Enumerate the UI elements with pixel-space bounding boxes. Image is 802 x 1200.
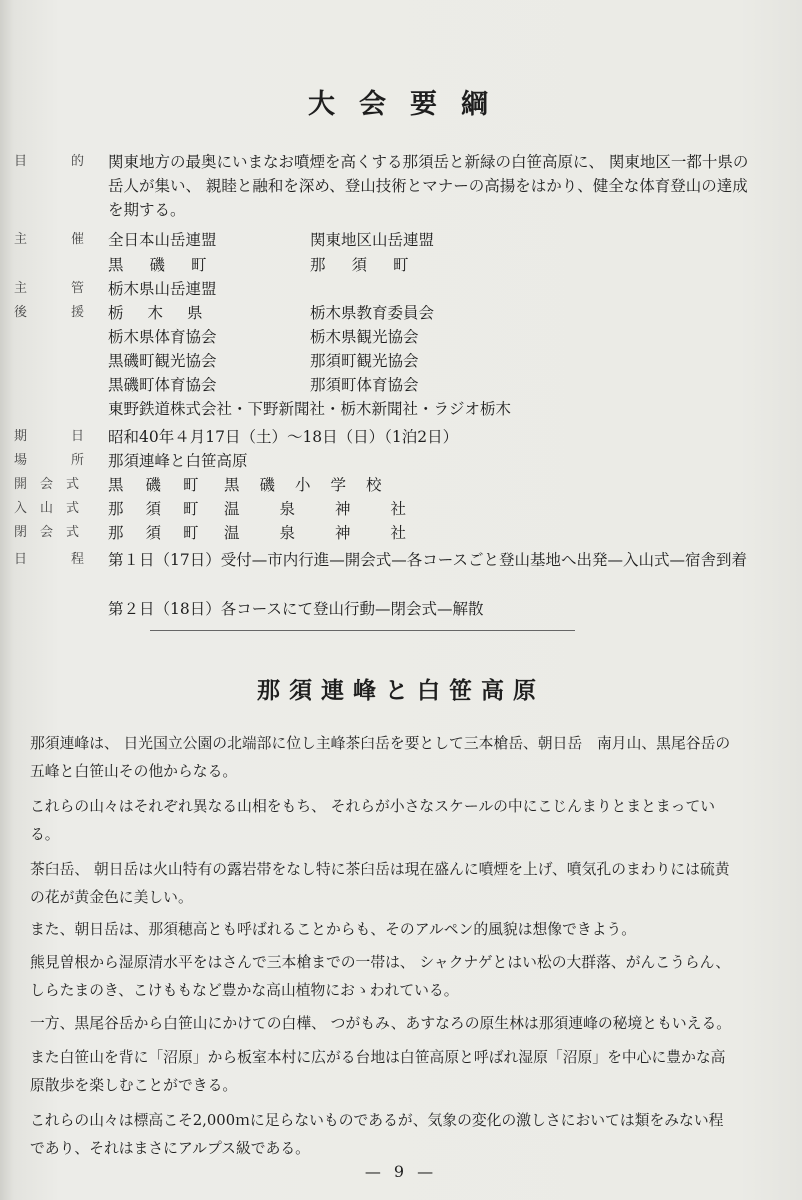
purpose-label: [14, 150, 129, 174]
closing-town: 那須町: [108, 524, 221, 542]
supporter-3: 栃木県体育協会: [108, 328, 217, 346]
place-value: 那須連峰と白笹高原: [108, 452, 248, 470]
date-value: 昭和40年４月17日（土）～18日（日）（1泊2日）: [108, 428, 459, 446]
closing-venue: 温泉神社: [224, 524, 447, 542]
label-text: 目的: [14, 154, 129, 169]
host-4: 那須町: [310, 256, 435, 274]
label-text: 主管: [14, 281, 129, 296]
paragraph: 熊見曽根から湿原清水平をはさんで三本槍までの一帯は、 シャクナゲとはい松の大群落、がんこうらん、しらたまのき、こけももなど豊かな高山植物におゝわれている。: [30, 953, 731, 1000]
support-media: 東野鉄道株式会社・下野新聞社・栃木新聞社・ラジオ栃木: [108, 400, 512, 418]
host-1: 全日本山岳連盟: [108, 231, 217, 249]
label-text: 後援: [14, 305, 129, 320]
place-label: [14, 449, 129, 473]
date-label: [14, 425, 129, 449]
paragraph: また、朝日岳は、那須穂高とも呼ばれることからも、そのアルペン的風貌は想像できよう。: [30, 921, 637, 939]
paragraph: 茶臼岳、 朝日岳は火山特有の露岩帯をなし特に茶臼岳は現在盛んに噴煙を上げ、噴気孔のまわりには硫黄の花が黄金色に美しい。: [30, 860, 730, 907]
section-title: 那須連峰と白笹高原: [257, 677, 545, 704]
organizer-value: 栃木県山岳連盟: [108, 280, 217, 298]
paragraph: また白笹山を背に「沼原」から板室本村に広がる台地は白笹高原と呼ばれ湿原「沼原」を中心に豊かな高原散歩を楽しむことができる。: [30, 1049, 726, 1095]
host-3: 黒磯町: [108, 256, 233, 274]
supporter-6: 那須町観光協会: [310, 352, 419, 370]
label-text: 期日: [14, 429, 129, 444]
section-body: [30, 730, 735, 1164]
supporter-5: 黒磯町観光協会: [108, 352, 217, 370]
supporter-4: 栃木県観光協会: [310, 328, 419, 346]
label-text: 入山式: [14, 501, 93, 516]
label-text: 主催: [14, 232, 129, 247]
host-label: [14, 228, 129, 252]
label-text: 開会式: [14, 477, 93, 492]
support-label: [14, 301, 129, 325]
entry-town: 那須町: [108, 500, 221, 518]
paragraph: これらの山々は標高こそ2,000ｍに足らないものであるが、気象の変化の激しさにおいては類をみない程であり、それはまさにアルプス級である。: [30, 1111, 724, 1158]
label-text: 閉会式: [14, 525, 93, 540]
supporter-2: 栃木県教育委員会: [310, 304, 435, 322]
section-divider: [150, 630, 575, 631]
entry-venue: 温泉神社: [224, 500, 447, 518]
paragraph: 那須連峰は、 日光国立公園の北端部に位し主峰茶臼岳を要として三本槍岳、朝日岳 南月山、黒尾谷岳の五峰と白笹山その他からなる。: [30, 735, 731, 781]
opening-label: [14, 473, 93, 497]
host-2: 関東地区山岳連盟: [310, 231, 435, 249]
closing-label: [14, 521, 93, 545]
purpose-text: 関東地方の最奥にいまなお噴煙を高くする那須岳と新緑の白笹高原に、 関東地区一都十県の岳人が集い、 親睦と融和を深め、登山技術とマナーの高揚をはかり、健全な体育登山の達成を期する。: [108, 153, 749, 219]
entry-label: [14, 497, 93, 521]
document-title: 大会要綱: [308, 89, 512, 120]
label-text: 日程: [14, 552, 129, 567]
opening-town: 黒磯町: [108, 476, 221, 494]
program-day1: 第１日（17日）受付—市内行進—開会式—各コースごと登山基地へ出発—入山式—宿舎到着: [108, 551, 747, 569]
paragraph: 一方、黒尾谷岳から白笹山にかけての白樺、 つがもみ、あすなろの原生林は那須連峰の秘境ともいえる。: [30, 1014, 732, 1032]
label-text: 場所: [14, 453, 129, 468]
paragraph: これらの山々はそれぞれ異なる山相をもち、 それらが小さなスケールの中にこじんまりとまとまっている。: [30, 797, 716, 844]
organizer-label: [14, 277, 129, 301]
opening-venue: 黒磯小学校: [224, 476, 402, 494]
supporter-1: 栃木県: [108, 304, 227, 322]
supporter-8: 那須町体育協会: [310, 376, 419, 394]
supporter-7: 黒磯町体育協会: [108, 376, 217, 394]
program-day2: 第２日（18日）各コースにて登山行動—閉会式—解散: [108, 600, 484, 618]
program-label: [14, 548, 129, 572]
page-number: — 9 —: [364, 1162, 438, 1181]
